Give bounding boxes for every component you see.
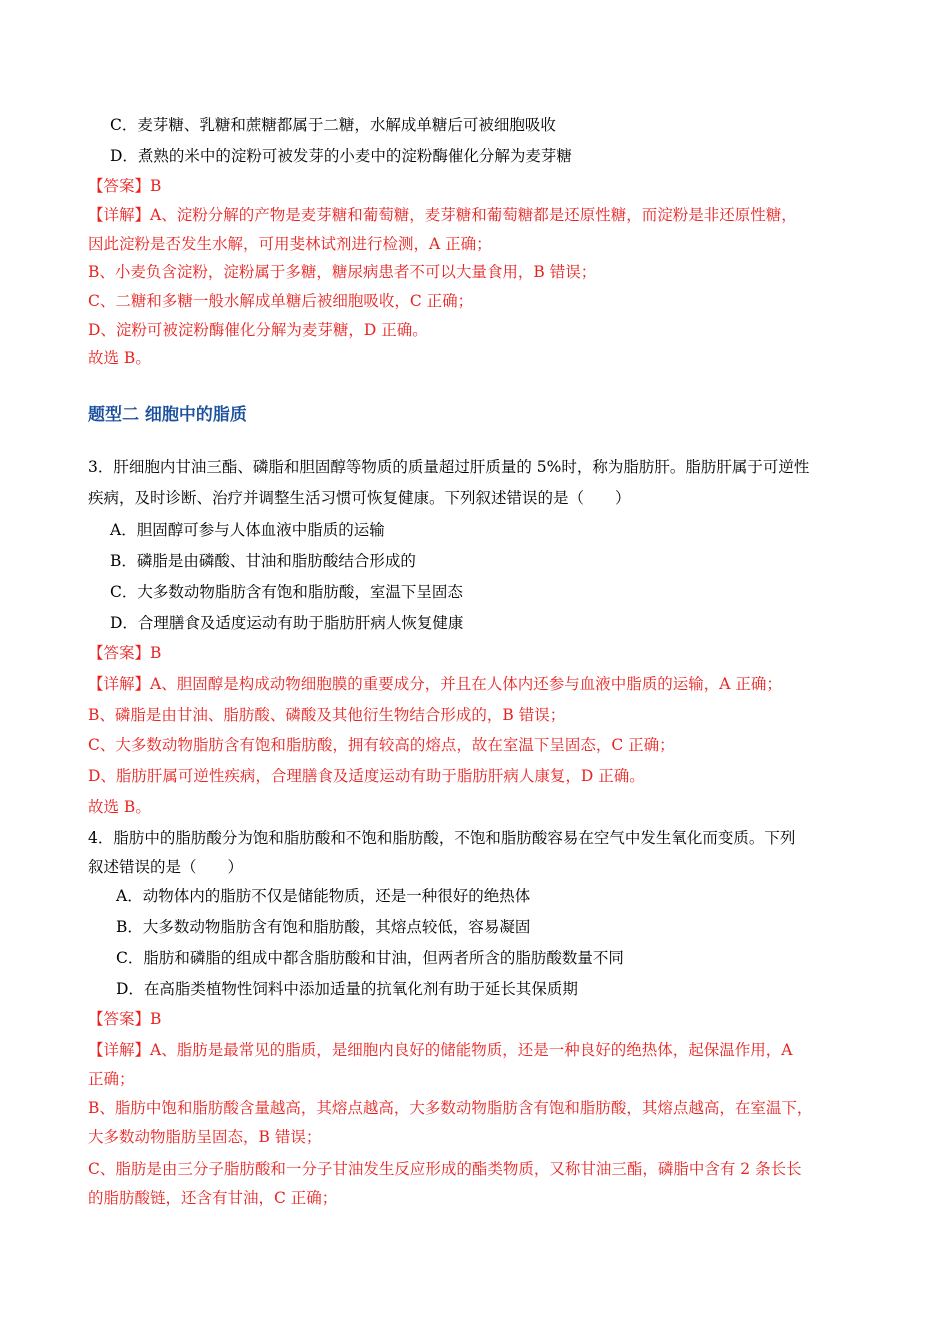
q3-option-b: B．磷脂是由磷酸、甘油和脂肪酸结合形成的 [110, 552, 416, 570]
q4-stem-line-1: 4．脂肪中的脂肪酸分为饱和脂肪酸和不饱和脂肪酸，不饱和脂肪酸容易在空气中发生氧化而变质。下列 [88, 829, 796, 847]
q3-explanation-line-2: B、磷脂是由甘油、脂肪酸、磷酸及其他衍生物结合形成的，B 错误； [88, 706, 566, 724]
q3-explanation-line-4: D、脂肪肝属可逆性疾病，合理膳食及适度运动有助于脂肪肝病人康复，D 正确。 [88, 767, 645, 785]
q3-option-d: D．合理膳食及适度运动有助于脂肪肝病人恢复健康 [110, 614, 464, 632]
q2-explanation-line-1: 【详解】A、淀粉分解的产物是麦芽糖和葡萄糖，麦芽糖和葡萄糖都是还原性糖，而淀粉是非还原性糖， [88, 206, 797, 224]
q2-explanation-line-5: D、淀粉可被淀粉酶催化分解为麦芽糖，D 正确。 [88, 321, 428, 339]
q4-explanation-line-6: 的脂肪酸链，还含有甘油，C 正确； [88, 1189, 338, 1207]
q3-stem-line-1: 3．肝细胞内甘油三酯、磷脂和胆固醇等物质的质量超过肝质量的 5%时，称为脂肪肝。脂肪肝属于可逆性 [88, 458, 810, 476]
q2-option-c: C．麦芽糖、乳糖和蔗糖都属于二糖，水解成单糖后可被细胞吸收 [110, 116, 556, 134]
q3-option-c: C．大多数动物脂肪含有饱和脂肪酸，室温下呈固态 [110, 583, 463, 601]
q4-explanation-line-5: C、脂肪是由三分子脂肪酸和一分子甘油发生反应形成的酯类物质，又称甘油三酯，磷脂中含有 2 条长长 [88, 1160, 802, 1178]
q2-conclusion: 故选 B。 [88, 349, 151, 367]
q3-option-a: A．胆固醇可参与人体血液中脂质的运输 [110, 521, 385, 539]
q2-explanation-line-3: B、小麦负含淀粉，淀粉属于多糖，糖尿病患者不可以大量食用，B 错误； [88, 263, 597, 281]
q4-explanation-line-2: 正确； [88, 1070, 135, 1088]
q4-stem-line-2: 叙述错误的是（ ） [88, 858, 244, 876]
section-heading: 题型二 细胞中的脂质 [88, 405, 247, 425]
q4-option-c: C．脂肪和磷脂的组成中都含脂肪酸和甘油，但两者所含的脂肪酸数量不同 [116, 949, 624, 967]
q3-conclusion: 故选 B。 [88, 798, 151, 816]
q4-explanation-line-4: 大多数动物脂肪呈固态，B 错误； [88, 1128, 322, 1146]
q3-explanation-line-3: C、大多数动物脂肪含有饱和脂肪酸，拥有较高的熔点，故在室温下呈固态，C 正确； [88, 736, 675, 754]
q4-option-b: B．大多数动物脂肪含有饱和脂肪酸，其熔点较低，容易凝固 [116, 918, 531, 936]
q3-answer: 【答案】B [88, 644, 162, 662]
q4-explanation-line-3: B、脂肪中饱和脂肪酸含量越高，其熔点越高，大多数动物脂肪含有饱和脂肪酸，其熔点越高，在室温下， [88, 1099, 813, 1117]
q3-explanation-line-1: 【详解】A、胆固醇是构成动物细胞膜的重要成分，并且在人体内还参与血液中脂质的运输，A 正确； [88, 675, 782, 693]
q4-answer: 【答案】B [88, 1010, 162, 1028]
q4-option-d: D．在高脂类植物性饲料中添加适量的抗氧化剂有助于延长其保质期 [116, 980, 578, 998]
q2-explanation-line-4: C、二糖和多糖一般水解成单糖后被细胞吸收，C 正确； [88, 292, 474, 310]
q4-explanation-line-1: 【详解】A、脂肪是最常见的脂质，是细胞内良好的储能物质，还是一种良好的绝热体，起保温作用，A [88, 1041, 793, 1059]
q2-explanation-line-2: 因此淀粉是否发生水解，可用斐林试剂进行检测，A 正确； [88, 235, 492, 253]
q4-option-a: A．动物体内的脂肪不仅是储能物质，还是一种很好的绝热体 [116, 887, 531, 905]
q3-stem-line-2: 疾病，及时诊断、治疗并调整生活习惯可恢复健康。下列叙述错误的是（ ） [88, 489, 631, 507]
q2-answer: 【答案】B [88, 177, 162, 195]
q2-option-d: D．煮熟的米中的淀粉可被发芽的小麦中的淀粉酶催化分解为麦芽糖 [110, 147, 572, 165]
